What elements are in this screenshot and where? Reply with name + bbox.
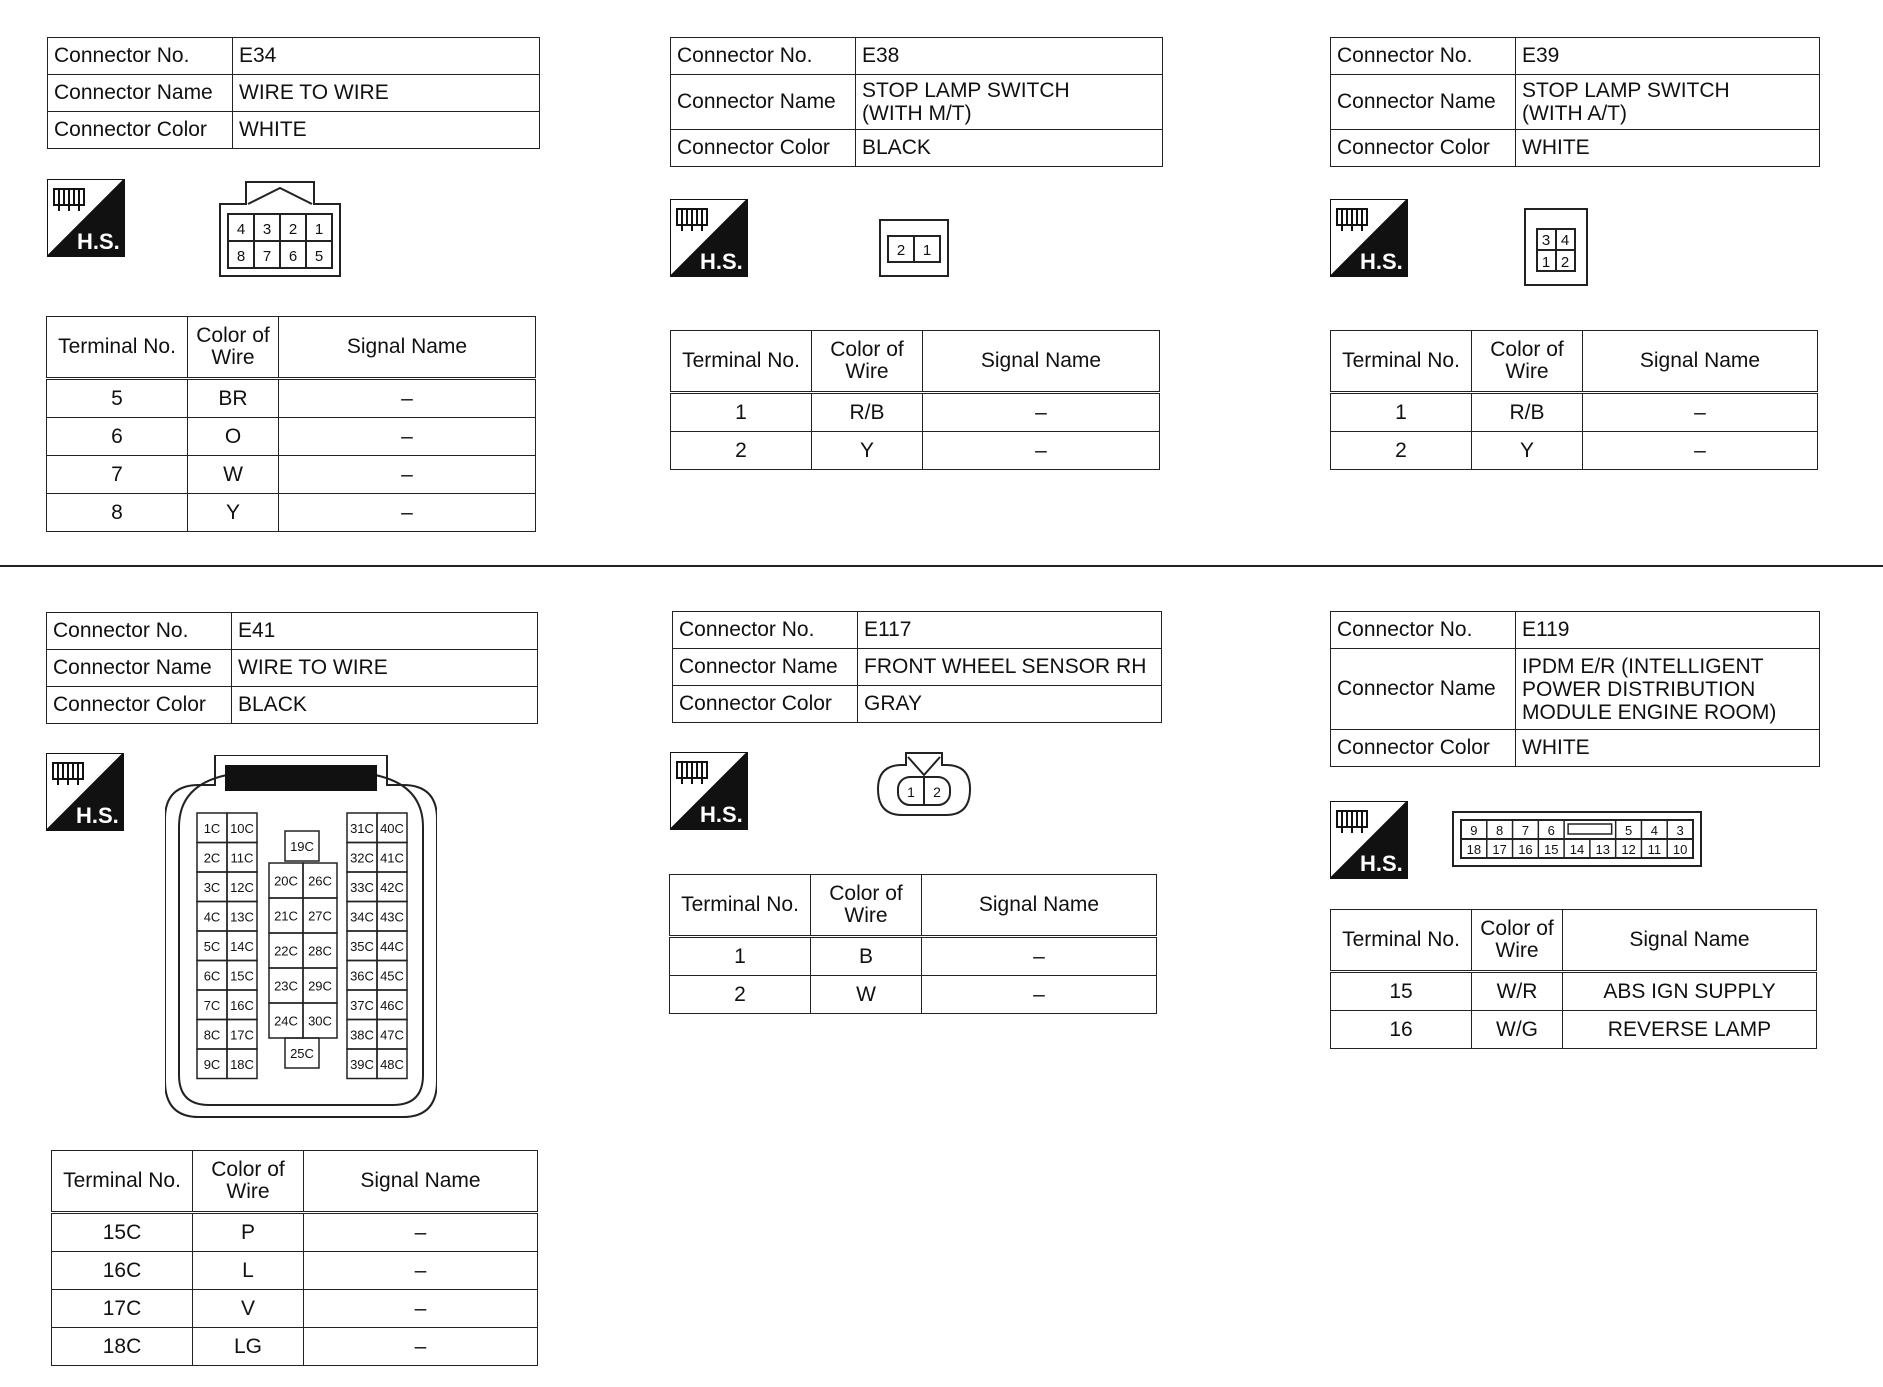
connector-no-label: Connector No.: [671, 38, 856, 75]
pin-label: 35C: [350, 938, 374, 954]
pin-label: 39C: [350, 1056, 374, 1072]
pin-label: 3: [1541, 232, 1551, 249]
terminal-no-header: Terminal No.: [670, 875, 811, 937]
connector-no-value: E41: [232, 613, 538, 650]
pin-label: 27C: [308, 908, 332, 924]
pin-label: 30C: [308, 1013, 332, 1029]
terminal-table: [46, 316, 536, 532]
harness-side-icon: [670, 752, 748, 830]
connector-face-e34: [216, 180, 346, 280]
hs-badge-label: H.S.: [700, 249, 743, 274]
connector-color-label: Connector Color: [48, 112, 233, 149]
connector-name-value: WIRE TO WIRE: [233, 75, 540, 112]
table-row: 1 R/B –: [1331, 393, 1818, 432]
pin-label: 8: [1496, 823, 1504, 838]
pin-label: 32C: [350, 850, 374, 866]
connector-e34: [47, 37, 540, 149]
signal-name-header: Signal Name: [304, 1151, 538, 1213]
section-divider: [0, 565, 1883, 567]
connector-e38: [670, 37, 1163, 167]
pin-label: 4: [1560, 232, 1570, 249]
connector-no-value: E39: [1516, 38, 1820, 75]
connector-info-table: [1330, 37, 1820, 167]
connector-color-value: GRAY: [858, 686, 1162, 723]
pin-label: 8: [236, 248, 246, 265]
pin-label: 44C: [380, 938, 404, 954]
table-row: 6 O –: [47, 418, 536, 456]
connector-e117: [672, 611, 1162, 723]
harness-side-icon: [46, 753, 124, 831]
connector-no-label: Connector No.: [47, 613, 232, 650]
pin-label: 3C: [203, 879, 221, 895]
connector-no-label: Connector No.: [1331, 612, 1516, 649]
connector-info-table: [670, 37, 1163, 167]
connector-name-value: WIRE TO WIRE: [232, 650, 538, 687]
pin-label: 48C: [380, 1056, 404, 1072]
connector-name-label: Connector Name: [1331, 649, 1516, 730]
connector-face-e39: [1523, 207, 1589, 287]
pin-label: 6: [1547, 823, 1555, 838]
pin-label: 40C: [380, 820, 404, 836]
connector-face-e117: [876, 751, 972, 817]
pin-label: 24C: [274, 1013, 298, 1029]
pin-label: 26C: [308, 873, 332, 889]
pin-label: 43C: [380, 909, 404, 925]
pin-label: 1C: [203, 820, 221, 836]
wire-color-header: Color of Wire: [811, 875, 922, 937]
pin-label: 2: [288, 221, 298, 238]
connector-name-value: STOP LAMP SWITCH (WITH M/T): [856, 75, 1163, 130]
connector-info-table: [672, 611, 1162, 723]
connector-color-label: Connector Color: [47, 687, 232, 724]
connector-color-label: Connector Color: [1331, 130, 1516, 167]
pin-label: 4: [1650, 823, 1658, 838]
pin-label: 1: [922, 242, 932, 259]
connector-color-label: Connector Color: [1331, 730, 1516, 767]
pin-label: 22C: [274, 943, 298, 959]
pin-label: 36C: [350, 968, 374, 984]
table-row: 1 B –: [670, 937, 1157, 976]
connector-e41: [46, 612, 538, 724]
pin-label: 2: [933, 784, 941, 800]
connector-color-value: BLACK: [856, 130, 1163, 167]
pin-label: 7: [1521, 823, 1530, 838]
table-row: 16C L –: [52, 1252, 538, 1290]
hs-badge-label: H.S.: [1360, 249, 1403, 274]
signal-name-header: Signal Name: [923, 331, 1160, 393]
table-row: 15C P –: [52, 1213, 538, 1252]
pin-label: 7: [262, 248, 272, 265]
harness-side-icon: [670, 199, 748, 277]
pin-label: 17: [1492, 842, 1507, 857]
polarity-key: [1568, 824, 1612, 834]
connector-name-value: STOP LAMP SWITCH (WITH A/T): [1516, 75, 1820, 130]
table-row: 5 BR –: [47, 379, 536, 418]
connector-no-label: Connector No.: [48, 38, 233, 75]
table-row: 2 Y –: [1331, 432, 1818, 470]
connector-name-value: IPDM E/R (INTELLIGENT POWER DISTRIBUTION MODULE ENGINE ROOM): [1516, 649, 1820, 730]
pin-label: 34C: [350, 909, 374, 925]
harness-side-icon: [1330, 199, 1408, 277]
connector-color-value: WHITE: [1516, 130, 1820, 167]
pin-label: 14: [1569, 842, 1585, 857]
pin-label: 45C: [380, 968, 404, 984]
connector-no-label: Connector No.: [1331, 38, 1516, 75]
connector-color-value: WHITE: [233, 112, 540, 149]
pin-label: 10C: [230, 820, 254, 836]
connector-info-table: [1330, 611, 1820, 767]
table-row: 1 R/B –: [671, 393, 1160, 432]
pin-label: 18: [1466, 842, 1482, 857]
terminal-table: [51, 1150, 538, 1366]
connector-color-label: Connector Color: [671, 130, 856, 167]
signal-name-header: Signal Name: [279, 317, 536, 379]
connector-name-label: Connector Name: [671, 75, 856, 130]
terminal-table: [670, 330, 1160, 470]
wire-color-header: Color of Wire: [812, 331, 923, 393]
terminal-table-e41-wrap: [51, 1150, 538, 1366]
pin-label: 16: [1518, 842, 1533, 857]
pin-label: 9C: [203, 1056, 221, 1072]
pin-label: 46C: [380, 997, 404, 1013]
pin-label: 41C: [380, 850, 404, 866]
connector-color-value: WHITE: [1516, 730, 1820, 767]
pin-label: 13: [1595, 842, 1611, 857]
pin-label: 11C: [230, 850, 254, 866]
wire-color-header: Color of Wire: [1472, 331, 1583, 393]
pin-label: 11: [1647, 842, 1662, 857]
connector-e39: [1330, 37, 1820, 167]
table-row: 15 W/R ABS IGN SUPPLY: [1331, 972, 1817, 1011]
table-row: 17C V –: [52, 1290, 538, 1328]
pin-label: 19C: [290, 839, 314, 854]
terminal-table-e39-wrap: [1330, 330, 1818, 470]
connector-color-label: Connector Color: [673, 686, 858, 723]
pin-label: 25C: [290, 1046, 314, 1061]
terminal-table: [1330, 330, 1818, 470]
pin-label: 9: [1470, 823, 1478, 838]
pin-label: 14C: [230, 938, 254, 954]
pin-label: 10: [1672, 842, 1688, 857]
terminal-no-header: Terminal No.: [1331, 910, 1472, 972]
connector-face-e38: [878, 218, 950, 278]
pin-label: 20C: [274, 873, 298, 889]
pin-label: 4C: [203, 909, 221, 925]
pin-label: 12C: [230, 879, 254, 895]
terminal-table: [1330, 909, 1817, 1049]
terminal-table-e38-wrap: [670, 330, 1160, 470]
pin-label: 28C: [308, 943, 332, 959]
pin-label: 6C: [203, 968, 221, 984]
pin-label: 16C: [230, 997, 254, 1013]
wire-color-header: Color of Wire: [1472, 910, 1563, 972]
terminal-table-e117-wrap: [669, 874, 1157, 1014]
connector-no-value: E34: [233, 38, 540, 75]
connector-name-label: Connector Name: [48, 75, 233, 112]
hs-badge-label: H.S.: [76, 803, 119, 828]
pin-label: 3: [1676, 823, 1684, 838]
terminal-table-e119-wrap: [1330, 909, 1817, 1049]
signal-name-header: Signal Name: [1563, 910, 1817, 972]
pin-label: 5: [314, 248, 324, 265]
terminal-no-header: Terminal No.: [47, 317, 188, 379]
pin-label: 3: [262, 221, 272, 238]
pin-label: 5C: [203, 938, 221, 954]
hs-badge-label: H.S.: [77, 229, 120, 254]
connector-face-e41: [165, 755, 437, 1119]
pin-label: 1: [1541, 254, 1551, 271]
terminal-table-e34-wrap: [46, 316, 536, 532]
connector-no-value: E119: [1516, 612, 1820, 649]
pin-label: 2: [1560, 254, 1570, 271]
pin-label: 13C: [230, 909, 254, 925]
pin-label: 42C: [380, 879, 404, 895]
table-row: 16 W/G REVERSE LAMP: [1331, 1011, 1817, 1049]
pin-label: 2: [896, 242, 906, 259]
pin-label: 23C: [274, 978, 298, 994]
connector-name-value: FRONT WHEEL SENSOR RH: [858, 649, 1162, 686]
pin-label: 15: [1543, 842, 1559, 857]
terminal-no-header: Terminal No.: [52, 1151, 193, 1213]
pin-label: 1: [907, 784, 915, 800]
connector-no-label: Connector No.: [673, 612, 858, 649]
pin-label: 15C: [230, 968, 254, 984]
signal-name-header: Signal Name: [922, 875, 1157, 937]
wire-color-header: Color of Wire: [193, 1151, 304, 1213]
pin-label: 47C: [380, 1027, 404, 1043]
hs-badge-label: H.S.: [700, 802, 743, 827]
harness-side-icon: [47, 179, 125, 257]
connector-name-label: Connector Name: [47, 650, 232, 687]
pin-label: 1: [314, 221, 324, 238]
pin-label: 8C: [203, 1027, 221, 1043]
pin-label: 18C: [230, 1056, 254, 1072]
pin-label: 31C: [350, 820, 374, 836]
table-row: 7 W –: [47, 456, 536, 494]
pin-label: 33C: [350, 879, 374, 895]
pin-label: 38C: [350, 1027, 374, 1043]
connector-e119: [1330, 611, 1820, 767]
connector-face-e119: [1451, 810, 1703, 868]
hs-badge-label: H.S.: [1360, 851, 1403, 876]
table-row: 2 W –: [670, 976, 1157, 1014]
pin-label: 6: [288, 248, 298, 265]
connector-no-value: E117: [858, 612, 1162, 649]
pin-label: 29C: [308, 978, 332, 994]
connector-name-label: Connector Name: [1331, 75, 1516, 130]
table-row: 18C LG –: [52, 1328, 538, 1366]
table-row: 8 Y –: [47, 494, 536, 532]
terminal-no-header: Terminal No.: [1331, 331, 1472, 393]
pin-label: 37C: [350, 997, 374, 1013]
terminal-no-header: Terminal No.: [671, 331, 812, 393]
pin-label: 12: [1621, 842, 1636, 857]
connector-no-value: E38: [856, 38, 1163, 75]
connector-info-table: [47, 37, 540, 149]
terminal-table: [669, 874, 1157, 1014]
connector-info-table: [46, 612, 538, 724]
pin-label: 4: [236, 221, 246, 238]
pin-label: 17C: [230, 1027, 254, 1043]
harness-side-icon: [1330, 801, 1408, 879]
connector-color-value: BLACK: [232, 687, 538, 724]
pin-label: 7C: [203, 997, 221, 1013]
pin-label: 21C: [274, 908, 298, 924]
wire-color-header: Color of Wire: [188, 317, 279, 379]
pin-label: 5: [1624, 823, 1633, 838]
signal-name-header: Signal Name: [1583, 331, 1818, 393]
pin-label: 2C: [203, 850, 221, 866]
connector-name-label: Connector Name: [673, 649, 858, 686]
table-row: 2 Y –: [671, 432, 1160, 470]
